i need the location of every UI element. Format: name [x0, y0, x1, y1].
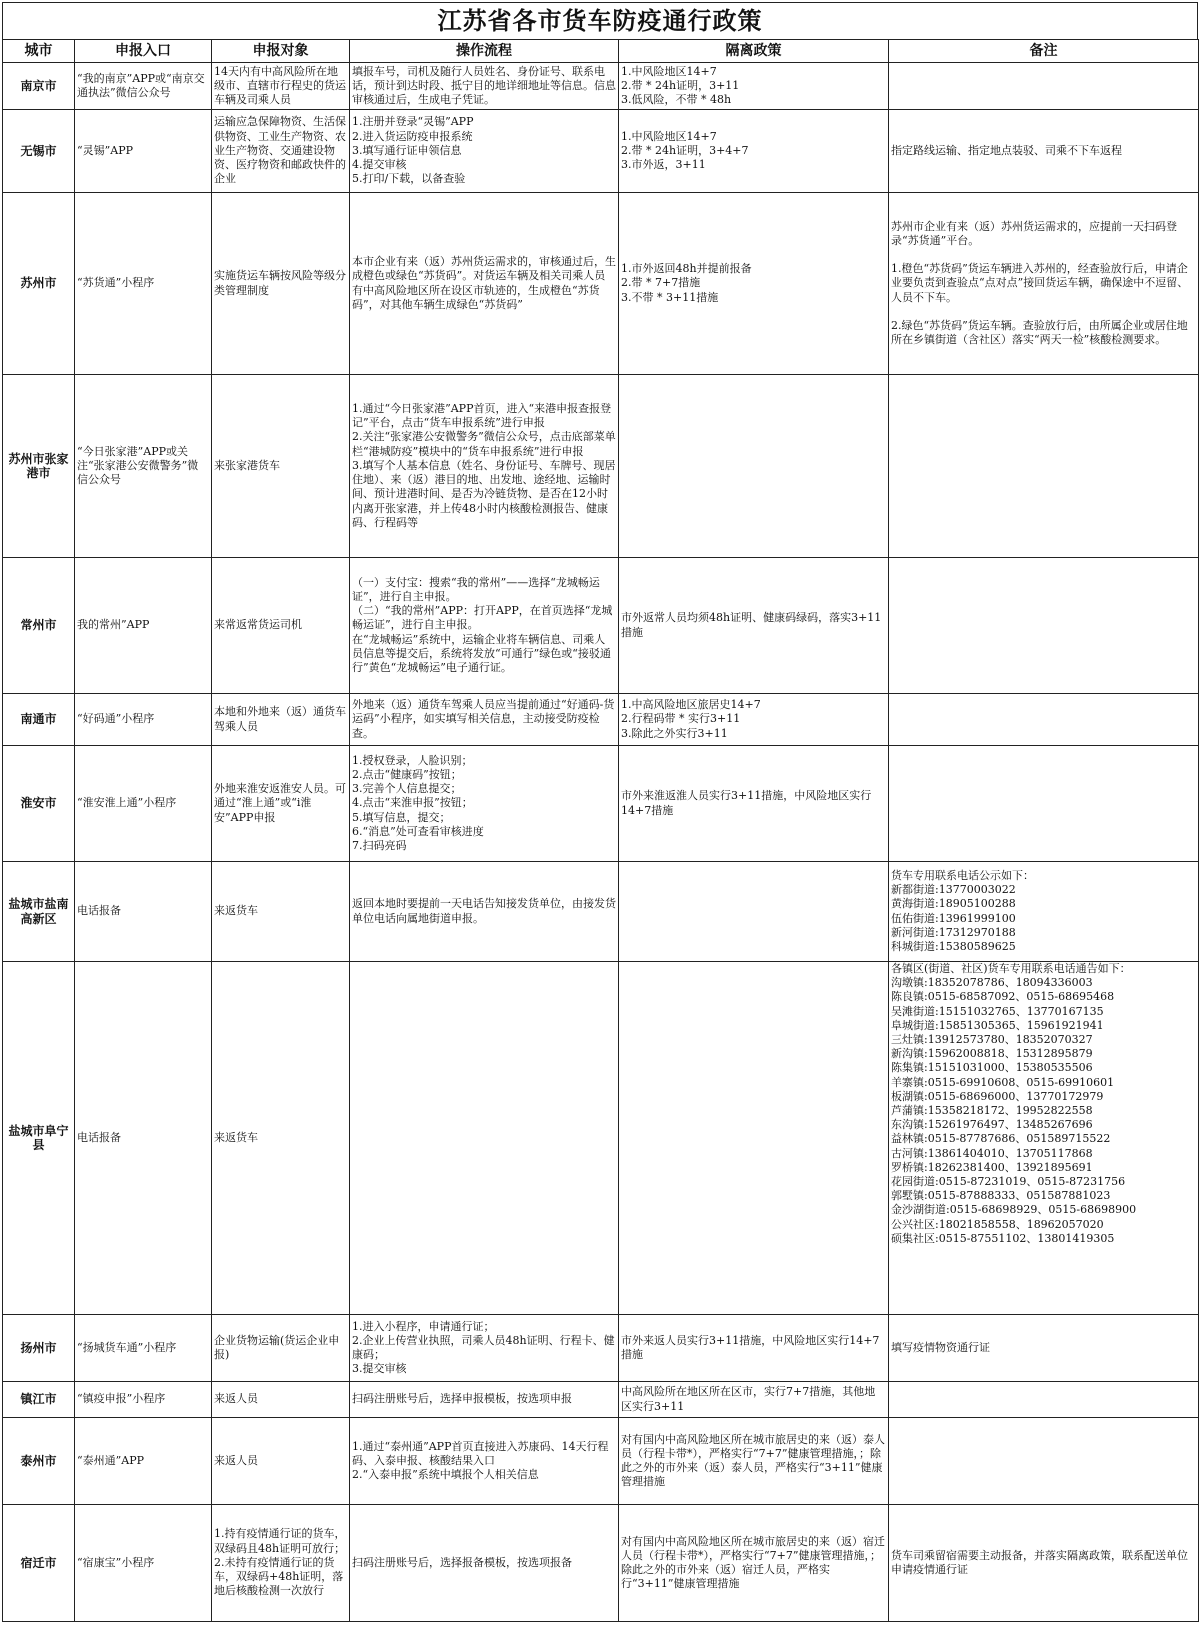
- city-cell: 南通市: [3, 694, 75, 746]
- quarantine-cell: 市外来返人员实行3+11措施，中风险地区实行14+7措施: [619, 1315, 889, 1382]
- process-cell: 扫码注册账号后，选择报备模板，按选项报备: [350, 1505, 619, 1622]
- process-cell: 1.通过“泰州通”APP首页直接进入苏康码、14天行程码、入泰申报、核酸结果入口 2.“入泰申报”系统中填报个人相关信息: [350, 1418, 619, 1505]
- table-row: [3, 558, 1199, 694]
- process-cell: 1.注册并登录“灵锡”APP 2.进入货运防疫申报系统 3.填写通行证申领信息 4.提交审核 5.打印/下载，以备查验: [350, 110, 619, 193]
- quarantine-cell: 1.中高风险地区旅居史14+7 2.行程码带 * 实行3+11 3.除此之外实行3+11: [619, 694, 889, 746]
- process-cell: 1.授权登录，人脸识别； 2.点击“健康码”按钮； 3.完善个人信息提交； 4.点击“来淮申报”按钮； 5.填写信息，提交； 6.“消息”处可查看审核进度 7.扫码亮码: [350, 746, 619, 862]
- quarantine-cell: [619, 862, 889, 962]
- portal-cell: “灵锡”APP: [75, 110, 212, 193]
- table-row: [3, 962, 1199, 1315]
- table-row: [3, 1418, 1199, 1505]
- table-row: [3, 375, 1199, 558]
- portal-cell: “淮安淮上通”小程序: [75, 746, 212, 862]
- target-cell: 来返货车: [212, 962, 350, 1315]
- city-cell: 南京市: [3, 63, 75, 110]
- target-cell: 来常返常货运司机: [212, 558, 350, 694]
- portal-cell: “镇疫申报”小程序: [75, 1382, 212, 1418]
- quarantine-cell: 1.中风险地区14+7 2.带 * 24h证明，3+11 3.低风险，不带 * 48h: [619, 63, 889, 110]
- quarantine-cell: 对有国内中高风险地区所在城市旅居史的来（返）宿迁人员（行程卡带*），严格实行“7+7”健康管理措施，；除此之外的市外来（返）宿迁人员，严格实行“3+11”健康管理措施: [619, 1505, 889, 1622]
- table-row: [3, 694, 1199, 746]
- quarantine-cell: 市外返常人员均须48h证明、健康码绿码，落实3+11措施: [619, 558, 889, 694]
- target-cell: 外地来淮安返淮安人员。可通过“淮上通”或“i淮安”APP申报: [212, 746, 350, 862]
- target-cell: 运输应急保障物资、生活保供物资、工业生产物资、农业生产物资、交通建设物资、医疗物资和邮政快件的企业: [212, 110, 350, 193]
- city-cell: 苏州市: [3, 193, 75, 375]
- table-row: [3, 1505, 1199, 1622]
- notes-cell: [889, 1382, 1199, 1418]
- quarantine-cell: [619, 962, 889, 1315]
- process-cell: 1.通过“今日张家港”APP首页，进入“来港申报查报登记”平台，点击“货车申报系统”进行申报 2.关注“张家港公安微警务”微信公众号，点击底部菜单栏“港城防疫”模块中的“货车申报系统”进行申报 3.填写个人基本信息（姓名、身份证号、车牌号、现居住地）、来（返）港目的地、出发地、途经地、运输时间、预计进港时间、是否为冷链货物、是否在12小时内离开张家港，并上传48小时内核酸检测报告、健康码、行程码等: [350, 375, 619, 558]
- target-cell: 1.持有疫情通行证的货车，双绿码且48h证明可放行； 2.未持有疫情通行证的货车，双绿码+48h证明，落地后核酸检测一次放行: [212, 1505, 350, 1622]
- notes-cell: 各镇区(街道、社区)货车专用联系电话通告如下： 沟墩镇:18352078786、18094336003 陈良镇:0515-68587092、0515-68695468 吴滩街道:15151032765、13770167135 阜城街道:15851305365、15961921941 三灶镇:13912573780、18352070327 新沟镇:15962008818、15312895879 陈集镇:15151031000、15380535506 羊寨镇:0515-69910608、0515-69910601 板湖镇:0515-68696000、13770172979 芦蒲镇:15358218172、19952822558 东沟镇:15261976497、13485267696 益林镇:0515-87787686、051589715522 古河镇:13861404010、13705117868 罗桥镇:18262381400、13921895691 花园街道:0515-87231019、0515-87231756 郭墅镇:0515-87888333、051587881023 金沙湖街道:0515-68698929、0515-68698900 公兴社区:18021858558、18962057020 硕集社区:0515-87551102、13801419305: [889, 962, 1199, 1315]
- portal-cell: “扬城货车通”小程序: [75, 1315, 212, 1382]
- target-cell: 来返人员: [212, 1382, 350, 1418]
- portal-cell: “我的南京”APP或“南京交通执法”微信公众号: [75, 63, 212, 110]
- notes-cell: 填写疫情物资通行证: [889, 1315, 1199, 1382]
- city-cell: 泰州市: [3, 1418, 75, 1505]
- column-header-process: 操作流程: [350, 40, 619, 63]
- process-cell: 扫码注册账号后，选择申报模板，按选项申报: [350, 1382, 619, 1418]
- quarantine-cell: [619, 375, 889, 558]
- table-row: [3, 193, 1199, 375]
- quarantine-cell: 中高风险所在地区所在区市，实行7+7措施，其他地区实行3+11: [619, 1382, 889, 1418]
- portal-cell: 电话报备: [75, 962, 212, 1315]
- city-cell: 宿迁市: [3, 1505, 75, 1622]
- target-cell: 实施货运车辆按风险等级分类管理制度: [212, 193, 350, 375]
- page-title: 江苏省各市货车防疫通行政策: [2, 2, 1198, 39]
- table-row: [3, 63, 1199, 110]
- notes-cell: [889, 558, 1199, 694]
- city-cell: 无锡市: [3, 110, 75, 193]
- target-cell: 企业货物运输(货运企业申报): [212, 1315, 350, 1382]
- city-cell: 常州市: [3, 558, 75, 694]
- column-header-quarantine: 隔离政策: [619, 40, 889, 63]
- target-cell: 来返货车: [212, 862, 350, 962]
- portal-cell: 电话报备: [75, 862, 212, 962]
- city-cell: 镇江市: [3, 1382, 75, 1418]
- city-cell: 淮安市: [3, 746, 75, 862]
- process-cell: 返回本地时要提前一天电话告知接发货单位，由接发货单位电话向属地街道申报。: [350, 862, 619, 962]
- target-cell: 14天内有中高风险所在地级市、直辖市行程史的货运车辆及司乘人员: [212, 63, 350, 110]
- column-header-city: 城市: [3, 40, 75, 63]
- column-header-target: 申报对象: [212, 40, 350, 63]
- process-cell: 本市企业有来（返）苏州货运需求的，审核通过后，生成橙色或绿色“苏货码”。对货运车辆及相关司乘人员有中高风险地区所在设区市轨迹的，生成橙色“苏货码”，对其他车辆生成绿色“苏货码”: [350, 193, 619, 375]
- notes-cell: [889, 63, 1199, 110]
- notes-cell: [889, 375, 1199, 558]
- table-row: [3, 1382, 1199, 1418]
- table-row: [3, 862, 1199, 962]
- notes-cell: 货车司乘留宿需要主动报备，并落实隔离政策，联系配送单位申请疫情通行证: [889, 1505, 1199, 1622]
- process-cell: [350, 962, 619, 1315]
- process-cell: 填报车号，司机及随行人员姓名、身份证号、联系电话，预计到达时段、抵宁目的地详细地址等信息。信息审核通过后，生成电子凭证。: [350, 63, 619, 110]
- header-row: [3, 40, 1199, 63]
- city-cell: 苏州市张家港市: [3, 375, 75, 558]
- process-cell: （一）支付宝：搜索“我的常州”——选择“龙城畅运证”，进行自主申报。 （二）“我的常州”APP：打开APP，在首页选择“龙城畅运证”，进行自主申报。 在“龙城畅运”系统中，运输企业将车辆信息、司乘人员信息等提交后，系统将发放“可通行”绿色或“接驳通行”黄色“龙城畅运”电子通行证。: [350, 558, 619, 694]
- notes-cell: [889, 1418, 1199, 1505]
- notes-cell: [889, 746, 1199, 862]
- notes-cell: 苏州市企业有来（返）苏州货运需求的，应提前一天扫码登录“苏货通”平台。 1.橙色“苏货码”货运车辆进入苏州的，经查验放行后，申请企业要负责到查验点“点对点”接回货运车辆，确保途中不逗留、人员不下车。 2.绿色“苏货码”货运车辆。查验放行后，由所属企业或居住地所在乡镇街道（含社区）落实“两天一检”核酸检测要求。: [889, 193, 1199, 375]
- table-row: [3, 1315, 1199, 1382]
- table-row: [3, 746, 1199, 862]
- portal-cell: “苏货通”小程序: [75, 193, 212, 375]
- portal-cell: “好码通”小程序: [75, 694, 212, 746]
- policy-table: [2, 39, 1199, 1622]
- city-cell: 盐城市阜宁县: [3, 962, 75, 1315]
- target-cell: 来张家港货车: [212, 375, 350, 558]
- quarantine-cell: 1.市外返回48h并提前报备 2.带 * 7+7措施 3.不带 * 3+11措施: [619, 193, 889, 375]
- policy-sheet: [2, 2, 1198, 1622]
- portal-cell: 我的常州”APP: [75, 558, 212, 694]
- target-cell: 本地和外地来（返）通货车驾乘人员: [212, 694, 350, 746]
- notes-cell: 指定路线运输、指定地点装驳、司乘不下车返程: [889, 110, 1199, 193]
- column-header-notes: 备注: [889, 40, 1199, 63]
- city-cell: 扬州市: [3, 1315, 75, 1382]
- quarantine-cell: 1.中风险地区14+7 2.带 * 24h证明，3+4+7 3.市外返，3+11: [619, 110, 889, 193]
- column-header-portal: 申报入口: [75, 40, 212, 63]
- process-cell: 1.进入小程序，申请通行证； 2.企业上传营业执照，司乘人员48h证明、行程卡、健康码； 3.提交审核: [350, 1315, 619, 1382]
- portal-cell: “泰州通”APP: [75, 1418, 212, 1505]
- table-row: [3, 110, 1199, 193]
- notes-cell: 货车专用联系电话公示如下： 新都街道:13770003022 黄海街道:18905100288 伍佑街道:13961999100 新河街道:17312970188 科城街道:15380589625: [889, 862, 1199, 962]
- quarantine-cell: 市外来淮返淮人员实行3+11措施，中风险地区实行14+7措施: [619, 746, 889, 862]
- notes-cell: [889, 694, 1199, 746]
- portal-cell: “宿康宝”小程序: [75, 1505, 212, 1622]
- target-cell: 来返人员: [212, 1418, 350, 1505]
- portal-cell: “今日张家港”APP或关注“张家港公安微警务”微信公众号: [75, 375, 212, 558]
- quarantine-cell: 对有国内中高风险地区所在城市旅居史的来（返）泰人员（行程卡带*），严格实行“7+7”健康管理措施，；除此之外的市外来（返）泰人员，严格实行“3+11”健康管理措施: [619, 1418, 889, 1505]
- city-cell: 盐城市盐南高新区: [3, 862, 75, 962]
- process-cell: 外地来（返）通货车驾乘人员应当提前通过“好通码-货运码”小程序，如实填写相关信息，主动接受防疫检查。: [350, 694, 619, 746]
